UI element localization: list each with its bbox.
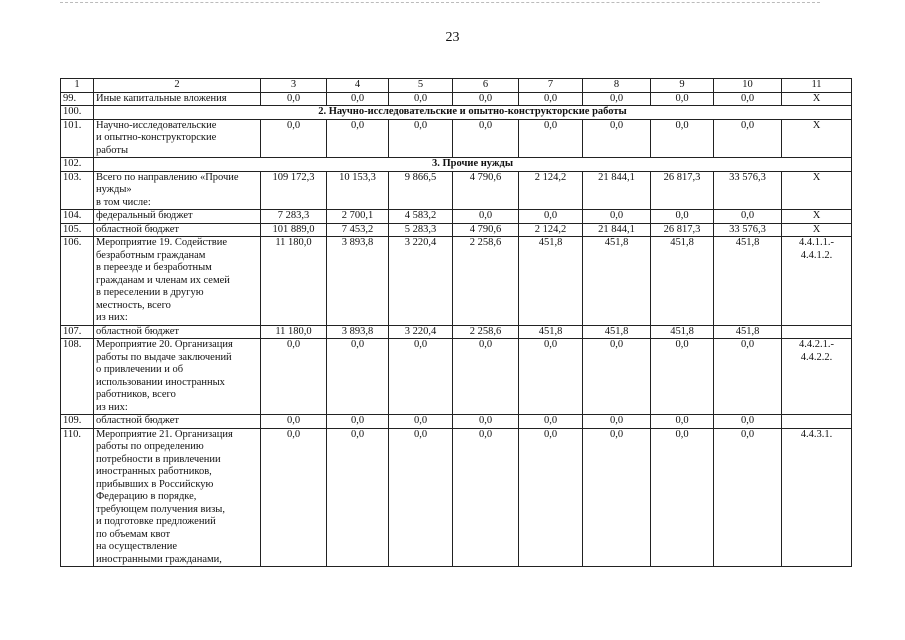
value-cell: 0,0: [714, 119, 782, 158]
value-cell: 4 583,2: [389, 210, 453, 224]
section-row: [61, 106, 852, 120]
table-row: [61, 92, 852, 106]
column-header: 1: [61, 79, 94, 93]
table-row: [61, 119, 852, 158]
value-cell: 5 283,3: [389, 223, 453, 237]
row-number: 102.: [61, 158, 94, 172]
value-cell: 0,0: [389, 339, 453, 415]
value-cell: 0,0: [327, 339, 389, 415]
column-header: 3: [261, 79, 327, 93]
value-cell: 0,0: [327, 92, 389, 106]
row-name: Иные капитальные вложения: [94, 92, 261, 106]
value-cell: 0,0: [583, 119, 651, 158]
scan-top-edge: [60, 2, 820, 3]
value-cell: 0,0: [327, 119, 389, 158]
row-name: областной бюджет: [94, 223, 261, 237]
value-cell: 0,0: [583, 428, 651, 567]
row-number: 104.: [61, 210, 94, 224]
table-row: [61, 325, 852, 339]
value-cell: 0,0: [651, 210, 714, 224]
table-header-row: [61, 79, 852, 93]
value-cell: 0,0: [714, 92, 782, 106]
table-row: [61, 428, 852, 567]
table-row: [61, 171, 852, 210]
value-cell: 0,0: [651, 119, 714, 158]
value-cell: 0,0: [389, 92, 453, 106]
column-header: 7: [519, 79, 583, 93]
table-row: [61, 210, 852, 224]
value-cell: 451,8: [651, 325, 714, 339]
row-name: областной бюджет: [94, 325, 261, 339]
row-number: 103.: [61, 171, 94, 210]
value-cell: 2 258,6: [453, 325, 519, 339]
value-cell: 451,8: [714, 325, 782, 339]
value-cell: 0,0: [261, 92, 327, 106]
value-cell: 3 220,4: [389, 237, 453, 326]
section-row: [61, 158, 852, 172]
value-cell: 0,0: [453, 210, 519, 224]
value-cell: 0,0: [519, 339, 583, 415]
value-cell: 33 576,3: [714, 171, 782, 210]
row-number: 106.: [61, 237, 94, 326]
value-cell: 2 258,6: [453, 237, 519, 326]
reference-cell: 4.4.3.1.: [782, 428, 852, 567]
table-row: [61, 415, 852, 429]
value-cell: 0,0: [714, 415, 782, 429]
value-cell: 33 576,3: [714, 223, 782, 237]
value-cell: 0,0: [583, 339, 651, 415]
value-cell: 0,0: [651, 428, 714, 567]
column-header: 10: [714, 79, 782, 93]
value-cell: 4 790,6: [453, 223, 519, 237]
value-cell: 0,0: [453, 119, 519, 158]
value-cell: 451,8: [519, 325, 583, 339]
value-cell: 451,8: [519, 237, 583, 326]
value-cell: 0,0: [651, 415, 714, 429]
value-cell: 0,0: [651, 339, 714, 415]
row-number: 101.: [61, 119, 94, 158]
value-cell: 0,0: [519, 428, 583, 567]
value-cell: 3 893,8: [327, 237, 389, 326]
value-cell: 0,0: [389, 428, 453, 567]
reference-cell: Х: [782, 92, 852, 106]
value-cell: 2 124,2: [519, 223, 583, 237]
column-header: 8: [583, 79, 651, 93]
row-name: федеральный бюджет: [94, 210, 261, 224]
value-cell: 4 790,6: [453, 171, 519, 210]
value-cell: 0,0: [261, 415, 327, 429]
value-cell: 26 817,3: [651, 171, 714, 210]
value-cell: 0,0: [327, 428, 389, 567]
value-cell: 0,0: [519, 210, 583, 224]
section-title: 3. Прочие нужды: [94, 158, 852, 172]
reference-cell: 4.4.2.1.- 4.4.2.2.: [782, 339, 852, 415]
value-cell: 2 700,1: [327, 210, 389, 224]
page-number: 23: [445, 30, 460, 45]
value-cell: 0,0: [261, 428, 327, 567]
column-header: 9: [651, 79, 714, 93]
value-cell: 10 153,3: [327, 171, 389, 210]
reference-cell: Х: [782, 119, 852, 158]
value-cell: 0,0: [261, 119, 327, 158]
row-name: Мероприятие 21. Организация работы по определению потребности в привлечении иностранных работников, прибывших в Российскую Федерацию в порядке, требующем получения визы, и подготовке предложений по объемам квот на осуществление иностранными гражданами,: [94, 428, 261, 567]
value-cell: 0,0: [389, 119, 453, 158]
value-cell: 0,0: [714, 210, 782, 224]
value-cell: 11 180,0: [261, 237, 327, 326]
row-number: 108.: [61, 339, 94, 415]
value-cell: 0,0: [583, 92, 651, 106]
table-row: [61, 223, 852, 237]
value-cell: 0,0: [583, 415, 651, 429]
value-cell: 0,0: [389, 415, 453, 429]
value-cell: 7 453,2: [327, 223, 389, 237]
row-number: 110.: [61, 428, 94, 567]
row-number: 99.: [61, 92, 94, 106]
reference-cell: Х: [782, 171, 852, 210]
section-title: 2. Научно-исследовательские и опытно-конструкторские работы: [94, 106, 852, 120]
value-cell: 109 172,3: [261, 171, 327, 210]
value-cell: 21 844,1: [583, 171, 651, 210]
value-cell: 0,0: [583, 210, 651, 224]
value-cell: 0,0: [327, 415, 389, 429]
reference-cell: Х: [782, 210, 852, 224]
value-cell: 0,0: [261, 339, 327, 415]
value-cell: 451,8: [583, 325, 651, 339]
table-row: [61, 339, 852, 415]
reference-cell: Х: [782, 223, 852, 237]
value-cell: 451,8: [583, 237, 651, 326]
column-header: 11: [782, 79, 852, 93]
row-number: 105.: [61, 223, 94, 237]
value-cell: 0,0: [519, 415, 583, 429]
value-cell: 0,0: [453, 339, 519, 415]
row-name: Мероприятие 20. Организация работы по выдаче заключений о привлечении и об использовании иностранных работников, всего из них:: [94, 339, 261, 415]
value-cell: 0,0: [519, 119, 583, 158]
reference-cell: [782, 415, 852, 429]
value-cell: 0,0: [714, 339, 782, 415]
value-cell: 0,0: [651, 92, 714, 106]
column-header: 6: [453, 79, 519, 93]
row-number: 107.: [61, 325, 94, 339]
row-number: 100.: [61, 106, 94, 120]
row-name: Научно-исследовательские и опытно-конструкторские работы: [94, 119, 261, 158]
value-cell: 26 817,3: [651, 223, 714, 237]
table-body: [61, 79, 852, 567]
row-name: Всего по направлению «Прочие нужды» в том числе:: [94, 171, 261, 210]
value-cell: 0,0: [453, 428, 519, 567]
value-cell: 0,0: [519, 92, 583, 106]
reference-cell: [782, 325, 852, 339]
value-cell: 11 180,0: [261, 325, 327, 339]
value-cell: 7 283,3: [261, 210, 327, 224]
budget-table: [60, 78, 852, 567]
table-row: [61, 237, 852, 326]
value-cell: 3 893,8: [327, 325, 389, 339]
value-cell: 451,8: [714, 237, 782, 326]
value-cell: 451,8: [651, 237, 714, 326]
value-cell: 3 220,4: [389, 325, 453, 339]
column-header: 5: [389, 79, 453, 93]
value-cell: 2 124,2: [519, 171, 583, 210]
value-cell: 21 844,1: [583, 223, 651, 237]
row-name: областной бюджет: [94, 415, 261, 429]
row-number: 109.: [61, 415, 94, 429]
value-cell: 0,0: [453, 92, 519, 106]
value-cell: 101 889,0: [261, 223, 327, 237]
value-cell: 0,0: [714, 428, 782, 567]
row-name: Мероприятие 19. Содействие безработным гражданам в переезде и безработным гражданам и членам их семей в переселении в другую местность, всего из них:: [94, 237, 261, 326]
value-cell: 0,0: [453, 415, 519, 429]
reference-cell: 4.4.1.1.- 4.4.1.2.: [782, 237, 852, 326]
column-header: 2: [94, 79, 261, 93]
column-header: 4: [327, 79, 389, 93]
value-cell: 9 866,5: [389, 171, 453, 210]
